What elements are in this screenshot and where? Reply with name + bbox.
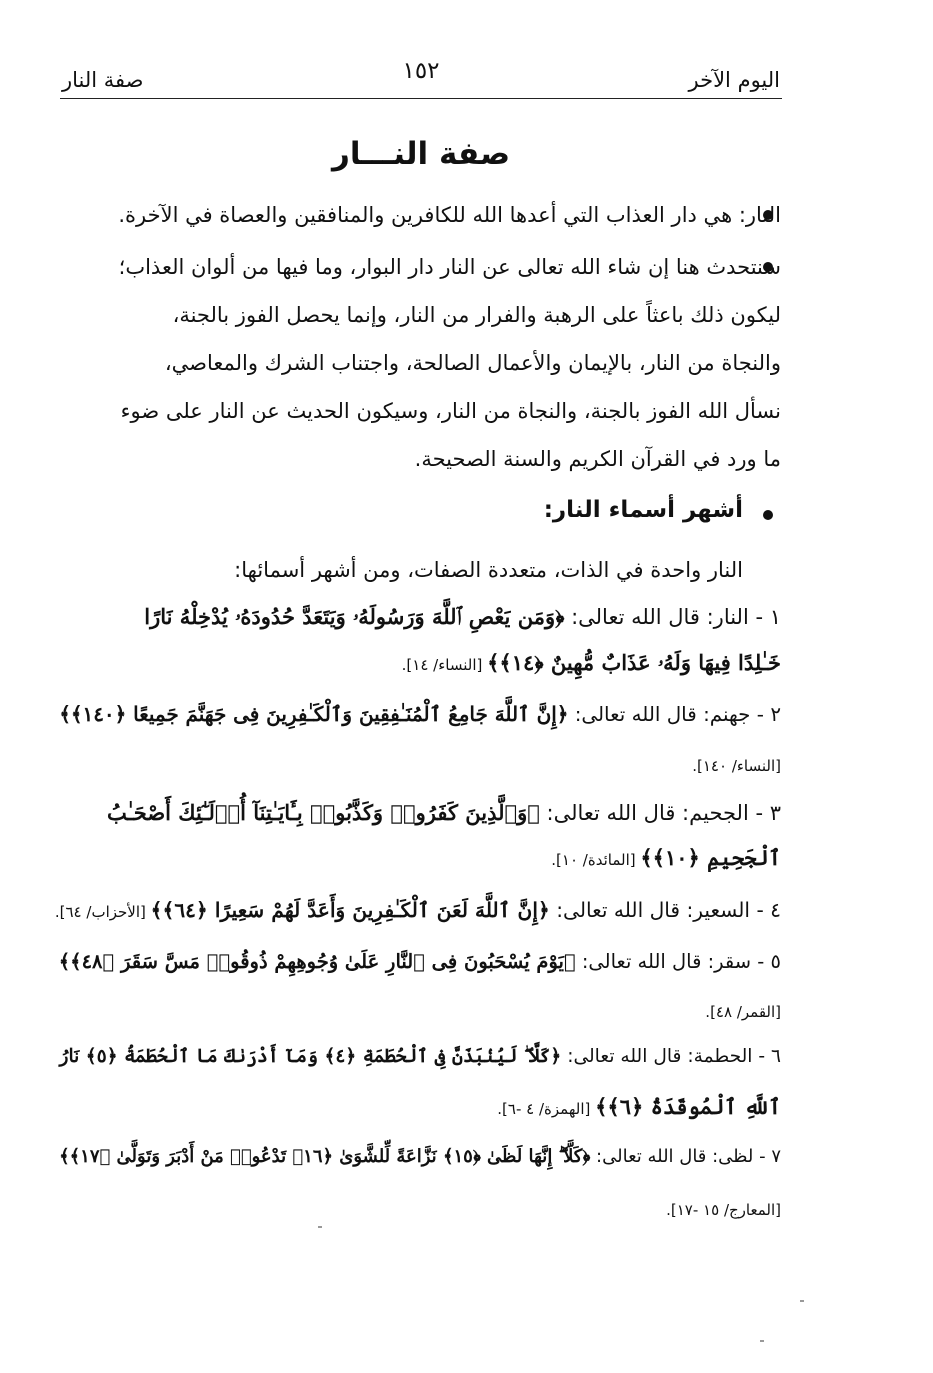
scan-speck [800, 1300, 804, 1302]
name-item-7-line-2 [666, 1196, 781, 1220]
name-item-6-verse: ﴿كَلَّا ۖ لَيُنۢبَذَنَّ فِى ٱلْحُطَمَةِ ﴿٤﴾ وَمَآ أَدْرَىٰكَ مَا ٱلْحُطَمَةُ ﴿٥﴾ نَارُ [59, 1046, 562, 1067]
name-item-1-line-2 [402, 650, 781, 676]
name-item-1-verse-cont: خَـٰلِدًا فِيهَا وَلَهُۥ عَذَابٌ مُّهِينٌ ﴿١٤﴾﴾ [487, 650, 781, 675]
name-item-7-label: ٧ - لظى: قال الله تعالى: [590, 1146, 781, 1167]
name-item-7-verse: ﴿كَلَّآ ۖ إِنَّهَا لَظَىٰ ﴿١٥﴾ نَزَّاعَةً لِّلشَّوَىٰ ﴿١٦﴾ تَدْعُوا۟ مَنْ أَدْبَرَ وَتَوَلَّىٰ ﴿١٧﴾﴾ [59, 1146, 591, 1167]
bullet-2-line-1: سنتحدث هنا إن شاء الله تعالى عن النار دار البوار، وما فيها من ألوان العذاب؛ [118, 255, 781, 279]
name-item-1-label: ١ - النار: قال الله تعالى: [564, 605, 781, 629]
name-item-4-label: ٤ - السعير: قال الله تعالى: [549, 898, 781, 922]
name-item-6-ref: [الهمزة/ ٤ -٦]. [497, 1100, 596, 1118]
bullet-icon [763, 510, 773, 520]
name-item-3-ref: [المائدة/ ١٠]. [551, 851, 641, 869]
name-item-3-line-2 [551, 845, 781, 870]
running-header [60, 58, 782, 99]
name-item-2-line-2 [692, 752, 781, 776]
name-item-1-verse: ﴿وَمَن يَعْصِ ٱللَّهَ وَرَسُولَهُۥ وَيَتَعَدَّ حُدُودَهُۥ يُدْخِلْهُ نَارًا [144, 604, 565, 629]
name-item-5-line-2 [705, 998, 781, 1022]
name-item-7-ref: [المعارج/ ١٥ -١٧]. [666, 1201, 781, 1219]
name-item-6-line-1 [59, 1046, 781, 1067]
section-intro: النار واحدة في الذات، متعددة الصفات، ومن أشهر أسمائها: [234, 558, 743, 582]
name-item-2-verse: ﴿إِنَّ ٱللَّهَ جَامِعُ ٱلْمُنَـٰفِقِينَ وَٱلْكَـٰفِرِينَ فِى جَهَنَّمَ جَمِيعًا ﴿١٤٠﴾﴾ [59, 702, 569, 726]
bullet-2-line-4: نسأل الله الفوز بالجنة، والنجاة من النار، وسيكون الحديث عن النار على ضوء [120, 399, 781, 423]
page-number: ١٥٢ [402, 58, 440, 84]
name-item-6-label: ٦ - الحطمة: قال الله تعالى: [561, 1046, 781, 1067]
name-item-2-line-1 [59, 702, 781, 726]
name-item-2-ref: [النساء/ ١٤٠]. [692, 757, 781, 775]
name-item-5-label: ٥ - سقر: قال الله تعالى: [575, 950, 781, 973]
name-item-5-verse: ﴿يَوْمَ يُسْحَبُونَ فِى ٱلنَّارِ عَلَىٰ وُجُوهِهِمْ ذُوقُوا۟ مَسَّ سَقَرَ ﴿٤٨﴾﴾ [58, 950, 576, 973]
name-item-3-verse-cont: ٱلْجَحِيمِ ﴿١٠﴾﴾ [640, 845, 781, 870]
name-item-4-verse: ﴿إِنَّ ٱللَّهَ لَعَنَ ٱلْكَـٰفِرِينَ وَأَعَدَّ لَهُمْ سَعِيرًا ﴿٦٤﴾﴾ [150, 898, 550, 922]
name-item-6-verse-cont: ٱللَّهِ ٱلْمُوقَدَةُ ﴿٦﴾﴾ [595, 1094, 781, 1119]
bullet-2-line-3: والنجاة من النار، بالإيمان والأعمال الصالحة، واجتناب الشرك والمعاصي، [164, 351, 781, 375]
scan-speck [760, 1340, 764, 1342]
name-item-1-ref: [النساء/ ١٤]. [401, 656, 488, 674]
name-item-5-ref: [القمر/ ٤٨]. [705, 1003, 781, 1021]
scan-speck [318, 1226, 322, 1228]
name-item-3-label: ٣ - الجحيم: قال الله تعالى: [539, 801, 781, 825]
name-item-5-line-1 [59, 950, 781, 973]
name-item-3-verse: ﴿وَٱلَّذِينَ كَفَرُوا۟ وَكَذَّبُوا۟ بِـَٔايَـٰتِنَآ أُو۟لَـٰٓئِكَ أَصْحَـٰبُ [107, 800, 540, 825]
name-item-6-line-2 [497, 1094, 781, 1119]
name-item-2-label: ٢ - جهنم: قال الله تعالى: [568, 703, 781, 726]
bullet-2-line-2: ليكون ذلك باعثاً على الرهبة والفرار من النار، وإنما يحصل الفوز بالجنة، [172, 303, 781, 327]
name-item-4-ref: [الأحزاب/ ٦٤]. [54, 903, 151, 921]
chapter-title: صفة النار [62, 68, 144, 92]
section-heading: أشهر أسماء النار: [543, 497, 743, 523]
name-item-4-line-1 [55, 898, 781, 922]
name-item-7-line-1 [59, 1146, 781, 1167]
book-title: اليوم الآخر [688, 68, 780, 92]
page-title: صفة النـــار [331, 136, 511, 172]
bullet-2-line-5: ما ورد في القرآن الكريم والسنة الصحيحة. [414, 447, 781, 471]
name-item-3-line-1 [107, 800, 781, 825]
name-item-1-line-1 [144, 604, 781, 630]
bullet-1-line-1: النار: هي دار العذاب التي أعدها الله للكافرين والمنافقين والعصاة في الآخرة. [118, 203, 781, 227]
